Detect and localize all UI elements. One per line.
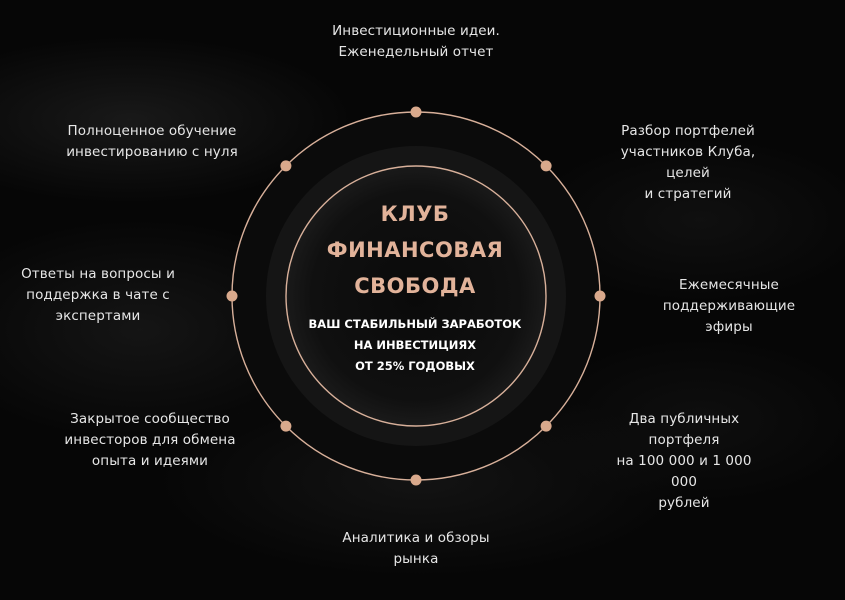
feature-label-monthly-streams: Ежемесячные поддерживающие эфиры	[662, 277, 796, 335]
feature-label-full-training: Полноценное обучение инвестированию с нуля	[66, 123, 238, 160]
feature-label-closed-community: Закрытое сообщество инвесторов для обмена опыта и идеями	[64, 411, 236, 469]
feature-label-market-analytics: Аналитика и обзоры рынка	[342, 530, 490, 567]
ring-node-dot	[280, 421, 291, 432]
feature-label-portfolio-review: Разбор портфелей участников Клуба, целей и стратегий	[620, 123, 756, 202]
ring-node-dot	[280, 160, 291, 171]
ring-node-dot	[411, 107, 422, 118]
ring-node-dot	[227, 291, 238, 302]
ring-node-dot	[541, 421, 552, 432]
feature-label-chat-support: Ответы на вопросы и поддержка в чате с экспертами	[21, 266, 175, 324]
ring-node-dot	[595, 291, 606, 302]
club-title: КЛУБ ФИНАНСОВАЯ СВОБОДА	[326, 202, 504, 298]
feature-label-public-portfolios: Два публичных портфеля на 100 000 и 1 000 000 рублей	[616, 411, 752, 511]
ring-node-dot	[541, 160, 552, 171]
feature-label-investment-ideas: Инвестиционные идеи. Еженедельный отчет	[332, 23, 500, 60]
ring-node-dot	[411, 475, 422, 486]
club-subtitle: ВАШ СТАБИЛЬНЫЙ ЗАРАБОТОК НА ИНВЕСТИЦИЯХ ОТ 25% ГОДОВЫХ	[308, 317, 522, 373]
